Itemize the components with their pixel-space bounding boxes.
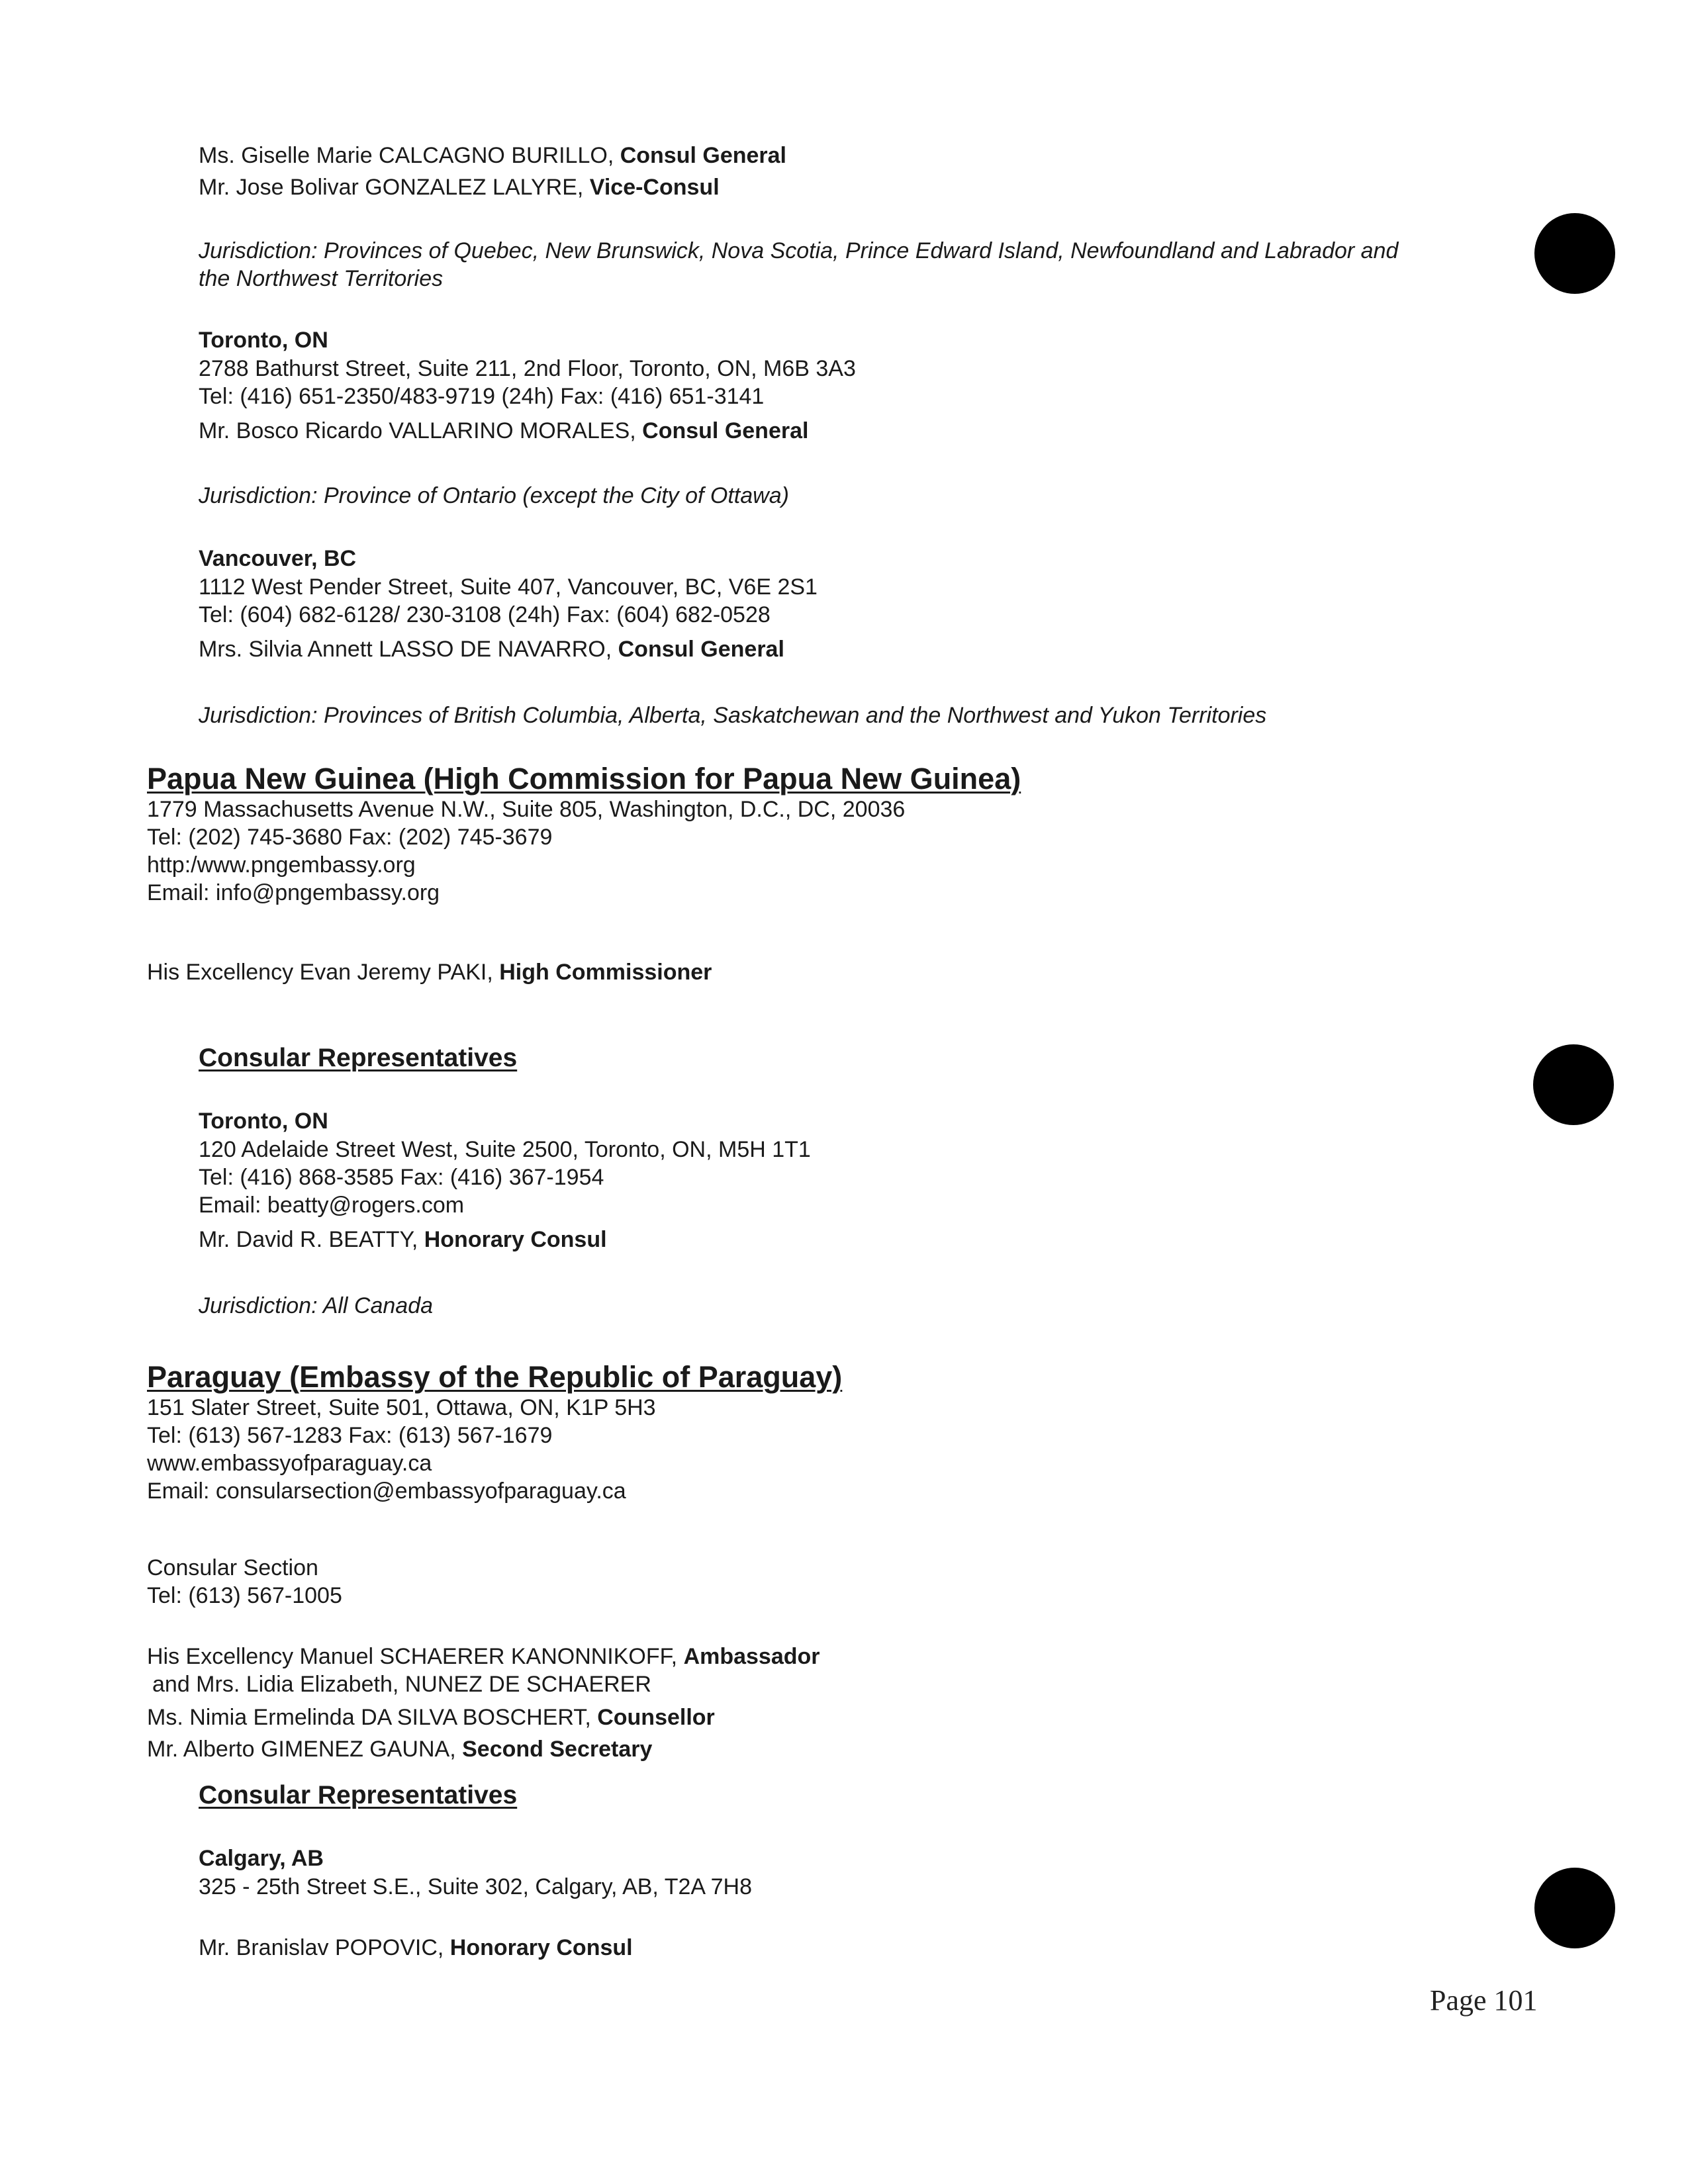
subsection-heading: Consular Representatives xyxy=(199,1781,518,1809)
toronto-consulate-block xyxy=(199,326,1523,445)
toronto-jurisdiction: Jurisdiction: Province of Ontario (except the City of Ottawa) xyxy=(199,483,789,508)
staff-line: Mrs. Silvia Annett LASSO DE NAVARRO, Consul General xyxy=(199,637,784,662)
email-link[interactable]: Email: beatty@rogers.com xyxy=(199,1193,465,1218)
punch-hole-middle xyxy=(1533,1044,1614,1125)
email-link[interactable]: Email: consularsection@embassyofparaguay.ca xyxy=(147,1479,626,1504)
montreal-staff-list xyxy=(199,142,1523,201)
city-heading: Toronto, ON xyxy=(199,328,328,353)
phone-fax: Tel: (604) 682-6128/ 230-3108 (24h) Fax: (604) 682-0528 xyxy=(199,602,771,627)
address: 1112 West Pender Street, Suite 407, Vancouver, BC, V6E 2S1 xyxy=(199,574,818,600)
staff-line: Mr. Jose Bolivar GONZALEZ LALYRE, Vice-Consul xyxy=(199,175,720,200)
png-toronto-jurisdiction: Jurisdiction: All Canada xyxy=(199,1293,434,1318)
paraguay-consular-section: Consular Section Tel: (613) 567-1005 xyxy=(147,1554,1471,1610)
png-consular-representatives xyxy=(199,1043,1523,1073)
city-heading: Calgary, AB xyxy=(199,1846,324,1871)
vancouver-consulate-block xyxy=(199,544,1523,663)
address: 1779 Massachusetts Avenue N.W., Suite 805, Washington, D.C., DC, 20036 xyxy=(147,797,906,822)
png-head-of-mission xyxy=(147,958,1471,986)
paraguay-calgary-block xyxy=(199,1844,1523,1901)
staff-line: and Mrs. Lidia Elizabeth, NUNEZ DE SCHAERER xyxy=(152,1672,651,1697)
country-heading: Papua New Guinea (High Commission for Papua New Guinea) xyxy=(147,762,1021,796)
staff-line: Ms. Giselle Marie CALCAGNO BURILLO, Consul General xyxy=(199,143,786,168)
phone-fax: Tel: (202) 745-3680 Fax: (202) 745-3679 xyxy=(147,825,553,850)
subsection-heading: Consular Representatives xyxy=(199,1044,518,1072)
paraguay-calgary-consul xyxy=(199,1934,1523,1962)
address: 151 Slater Street, Suite 501, Ottawa, ON, K1P 5H3 xyxy=(147,1395,656,1420)
staff-line: Mr. Branislav POPOVIC, Honorary Consul xyxy=(199,1935,633,1960)
country-heading: Paraguay (Embassy of the Republic of Paraguay) xyxy=(147,1360,843,1394)
staff-line: His Excellency Evan Jeremy PAKI, High Commissioner xyxy=(147,960,712,985)
address: 2788 Bathurst Street, Suite 211, 2nd Floor, Toronto, ON, M6B 3A3 xyxy=(199,356,856,381)
staff-line: Mr. Bosco Ricardo VALLARINO MORALES, Consul General xyxy=(199,418,809,443)
vancouver-jurisdiction: Jurisdiction: Provinces of British Columbia, Alberta, Saskatchewan and the Northwest and Yukon Territories xyxy=(199,703,1267,728)
staff-line: His Excellency Manuel SCHAERER KANONNIKOFF, Ambassador xyxy=(147,1644,820,1669)
phone-fax: Tel: (613) 567-1283 Fax: (613) 567-1679 xyxy=(147,1423,553,1448)
page-number: Page 101 xyxy=(1430,1984,1538,2017)
city-heading: Vancouver, BC xyxy=(199,546,357,571)
montreal-jurisdiction: Jurisdiction: Provinces of Quebec, New Brunswick, Nova Scotia, Prince Edward Island, Newfoundland and Labrador and the Northwest Territories xyxy=(199,238,1399,291)
phone-fax: Tel: (416) 868-3585 Fax: (416) 367-1954 xyxy=(199,1165,604,1190)
address: 325 - 25th Street S.E., Suite 302, Calgary, AB, T2A 7H8 xyxy=(199,1874,753,1899)
address: 120 Adelaide Street West, Suite 2500, Toronto, ON, M5H 1T1 xyxy=(199,1137,811,1162)
website-link[interactable]: http:/www.pngembassy.org xyxy=(147,852,416,878)
paraguay-consular-representatives xyxy=(199,1780,1523,1811)
website-link[interactable]: www.embassyofparaguay.ca xyxy=(147,1451,432,1476)
paraguay-section xyxy=(147,1361,1471,1505)
email-link[interactable]: Email: info@pngembassy.org xyxy=(147,880,440,905)
city-heading: Toronto, ON xyxy=(199,1109,328,1134)
staff-line: Mr. David R. BEATTY, Honorary Consul xyxy=(199,1227,607,1252)
staff-line: Ms. Nimia Ermelinda DA SILVA BOSCHERT, Counsellor xyxy=(147,1705,715,1730)
png-section xyxy=(147,762,1471,907)
punch-hole-top xyxy=(1534,213,1615,294)
paraguay-staff-list xyxy=(147,1643,1471,1763)
png-toronto-block xyxy=(199,1107,1523,1253)
staff-line: Mr. Alberto GIMENEZ GAUNA, Second Secretary xyxy=(147,1737,653,1762)
phone-fax: Tel: (613) 567-1005 xyxy=(147,1583,342,1608)
phone-fax: Tel: (416) 651-2350/483-9719 (24h) Fax: (416) 651-3141 xyxy=(199,384,765,409)
punch-hole-bottom xyxy=(1534,1868,1615,1948)
